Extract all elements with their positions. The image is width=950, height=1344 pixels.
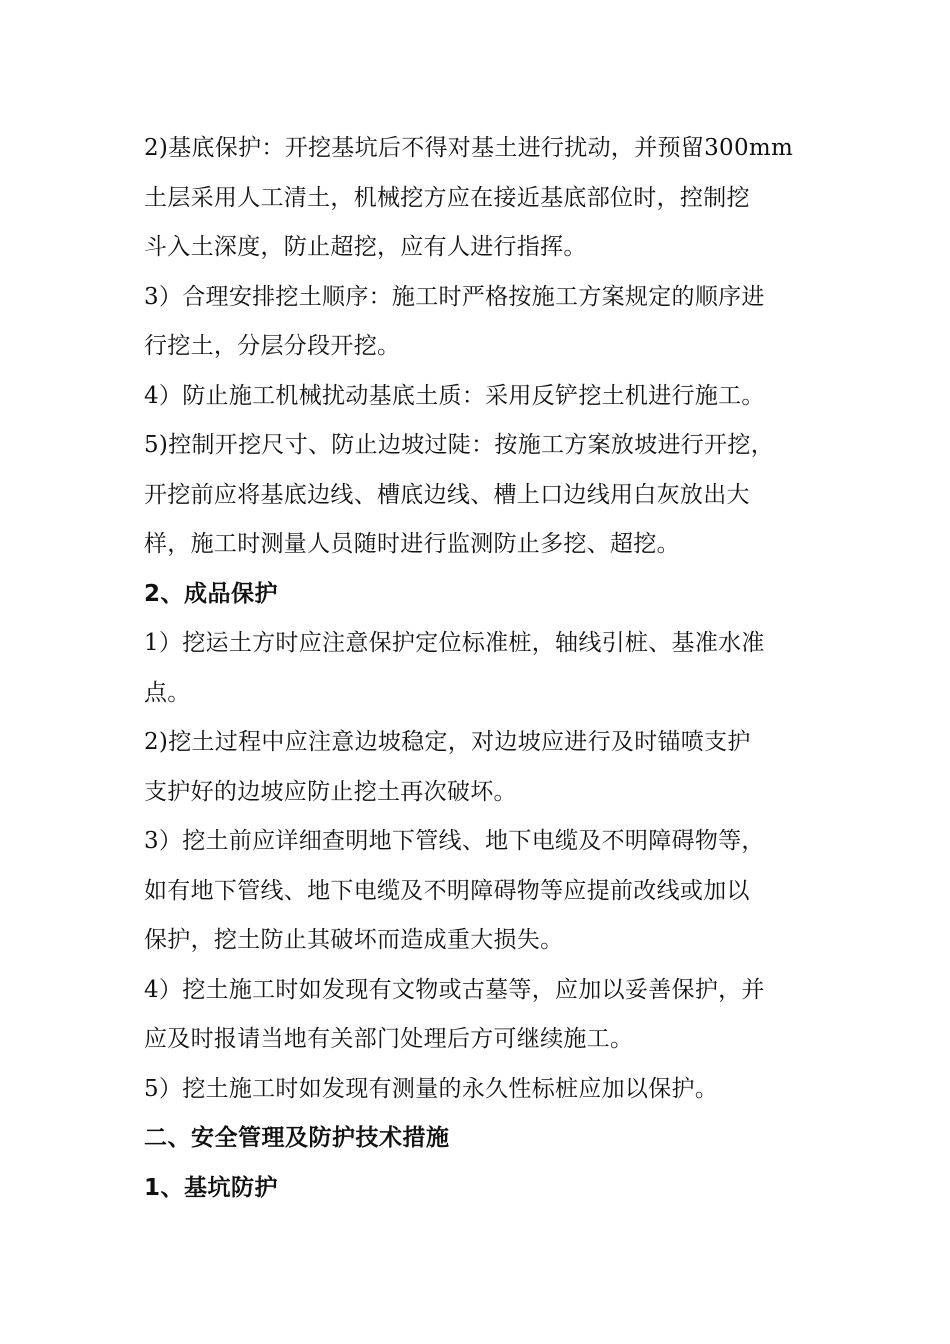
paragraph-line: 斗入土深度，防止超挖，应有人进行指挥。 — [144, 234, 587, 260]
paragraph-line: 4）防止施工机械扰动基底土质：采用反铲挖土机进行施工。 — [144, 382, 765, 409]
paragraph-line: 点。 — [144, 679, 191, 706]
paragraph-line: 1）挖运土方时应注意保护定位标准桩，轴线引桩、基准水准 — [144, 630, 765, 656]
paragraph-line: 5)控制开挖尺寸、防止边坡过陡：按施工方案放坡进行开挖， — [144, 432, 775, 458]
paragraph-line: 如有地下管线、地下电缆及不明障碍物等应提前改线或加以 — [144, 877, 750, 904]
paragraph-line: 3）挖土前应详细查明地下管线、地下电缆及不明障碍物等， — [144, 828, 765, 854]
paragraph-line: 样，施工时测量人员随时进行监测防止多挖、超挖。 — [144, 531, 680, 557]
paragraph-line: 3）合理安排挖土顺序：施工时严格按施工方案规定的顺序进 — [144, 283, 765, 310]
paragraph-line: 应及时报请当地有关部门处理后方可继续施工。 — [144, 1026, 634, 1052]
paragraph-line: 5）挖土施工时如发现有测量的永久性标桩应加以保护。 — [144, 1075, 719, 1102]
section-heading-product-protection: 2、成品保护 — [144, 580, 279, 607]
section-heading-pit-protection: 1、基坑防护 — [144, 1174, 279, 1201]
paragraph-line: 4）挖土施工时如发现有文物或古墓等，应加以妥善保护，并 — [144, 976, 765, 1003]
document-body — [144, 124, 824, 1213]
chapter-heading-safety-management: 二、安全管理及防护技术措施 — [144, 1125, 450, 1151]
paragraph-line: 土层采用人工清土，机械挖方应在接近基底部位时，控制挖 — [144, 184, 750, 211]
paragraph-line: 支护好的边坡应防止挖土再次破坏。 — [144, 778, 517, 805]
paragraph-line: 2)挖土过程中应注意边坡稳定，对边坡应进行及时锚喷支护 — [144, 729, 751, 755]
paragraph-line: 开挖前应将基底边线、槽底边线、槽上口边线用白灰放出大 — [144, 481, 750, 508]
paragraph-line: 保护，挖土防止其破坏而造成重大损失。 — [144, 927, 564, 953]
paragraph-line: 2)基底保护：开挖基坑后不得对基土进行扰动，并预留300mm — [144, 135, 794, 161]
paragraph-line: 行挖土，分层分段开挖。 — [144, 333, 401, 359]
